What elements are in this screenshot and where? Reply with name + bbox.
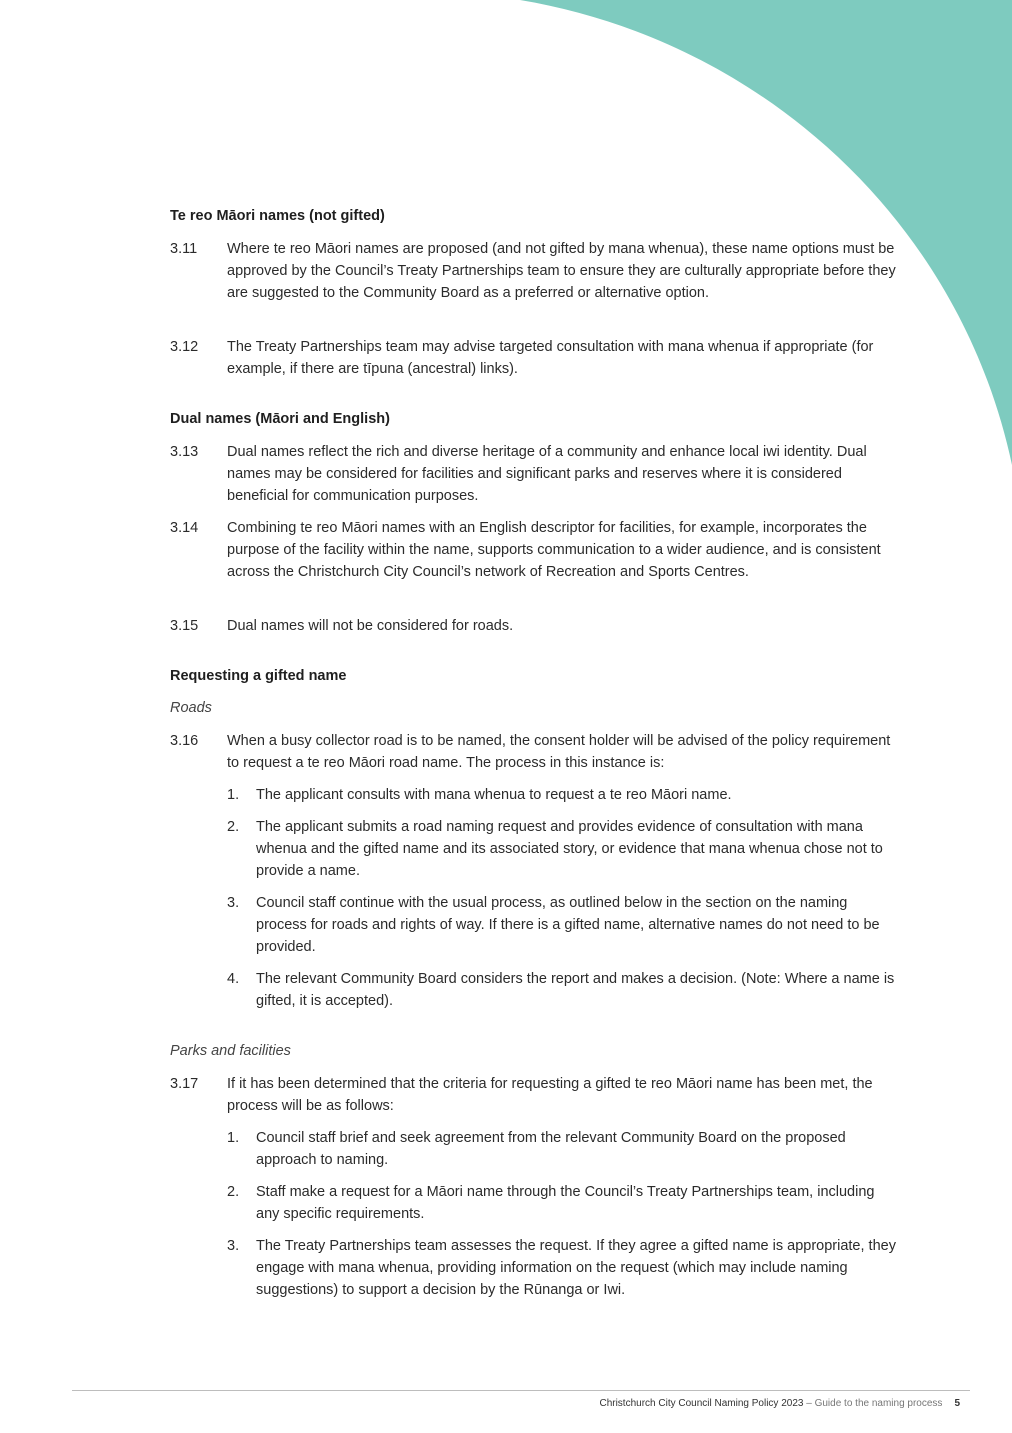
subheading-parks-facilities: Parks and facilities (170, 1043, 291, 1059)
paragraph-text: If it has been determined that the criteria for requesting a gifted te reo Māori name has been met, the process will be as follows: (227, 1076, 873, 1114)
list-text: The relevant Community Board considers the report and makes a decision. (Note: Where a name is gifted, it is accepted). (256, 971, 895, 1009)
footer-section-name: Guide to the naming process (814, 1398, 943, 1409)
teal-arc-shape (520, 0, 1012, 465)
page-footer (599, 1398, 960, 1409)
list-text: The Treaty Partnerships team assesses the request. If they agree a gifted name is appropriate, they engage with mana whenua, providing information on the request (which may include naming suggestions) to support a decision by the Rūnanga or Iwi. (256, 1238, 896, 1298)
paragraph-number: 3.12 (170, 339, 199, 355)
paragraph-text: When a busy collector road is to be named, the consent holder will be advised of the policy requirement to request a te reo Māori road name. The process in this instance is: (227, 733, 891, 771)
section-heading-requesting: Requesting a gifted name (170, 668, 347, 684)
paragraph-text: Combining te reo Māori names with an English descriptor for facilities, for example, incorporates the purpose of the facility within the name, supports communication to a wider audience, and is consistent across the Christchurch City Council’s network of Recreation and Sports Centres. (227, 520, 881, 580)
list-number: 3. (227, 1238, 240, 1254)
paragraph-number: 3.11 (170, 241, 198, 257)
footer-separator: – (803, 1398, 815, 1409)
list-text: The applicant consults with mana whenua to request a te reo Māori name. (256, 787, 732, 803)
list-number: 1. (227, 787, 240, 803)
footer-doc-title: Christchurch City Council Naming Policy 2023 (599, 1398, 804, 1409)
page-number: 5 (954, 1398, 960, 1409)
paragraph-number: 3.15 (170, 618, 199, 634)
subheading-roads: Roads (170, 700, 212, 716)
list-number: 2. (227, 1184, 240, 1200)
paragraph-number: 3.17 (170, 1076, 199, 1092)
paragraph-number: 3.16 (170, 733, 199, 749)
paragraph-number: 3.14 (170, 520, 199, 536)
paragraph-text: Dual names reflect the rich and diverse heritage of a community and enhance local iwi identity. Dual names may be considered for facilities and significant parks and reserves where it is considered beneficial for communication purposes. (227, 444, 867, 504)
list-number: 2. (227, 819, 240, 835)
section-heading-dual-names: Dual names (Māori and English) (170, 411, 390, 427)
paragraph-text: Dual names will not be considered for roads. (227, 618, 514, 634)
paragraph-text: Where te reo Māori names are proposed (and not gifted by mana whenua), these name options must be approved by the Council’s Treaty Partnerships team to ensure they are culturally appropriate before they are suggested to the Community Board as a preferred or alternative option. (227, 241, 896, 301)
paragraph-text: The Treaty Partnerships team may advise targeted consultation with mana whenua if appropriate (for example, if there are tīpuna (ancestral) links). (227, 339, 874, 377)
list-text: Council staff brief and seek agreement from the relevant Community Board on the proposed approach to naming. (256, 1130, 846, 1168)
section-heading-te-reo: Te reo Māori names (not gifted) (170, 208, 385, 224)
list-number: 4. (227, 971, 240, 987)
list-text: Council staff continue with the usual process, as outlined below in the section on the naming process for roads and rights of way. If there is a gifted name, alternative names do not need to be provided. (256, 895, 880, 955)
list-text: Staff make a request for a Māori name through the Council’s Treaty Partnerships team, including any specific requirements. (256, 1184, 875, 1222)
list-text: The applicant submits a road naming request and provides evidence of consultation with mana whenua and the gifted name and its associated story, or evidence that mana whenua chose not to provide a name. (256, 819, 883, 879)
teal-arc-decoration (0, 0, 1012, 470)
list-number: 1. (227, 1130, 240, 1146)
paragraph-number: 3.13 (170, 444, 199, 460)
list-number: 3. (227, 895, 240, 911)
footer-divider (72, 1390, 970, 1391)
